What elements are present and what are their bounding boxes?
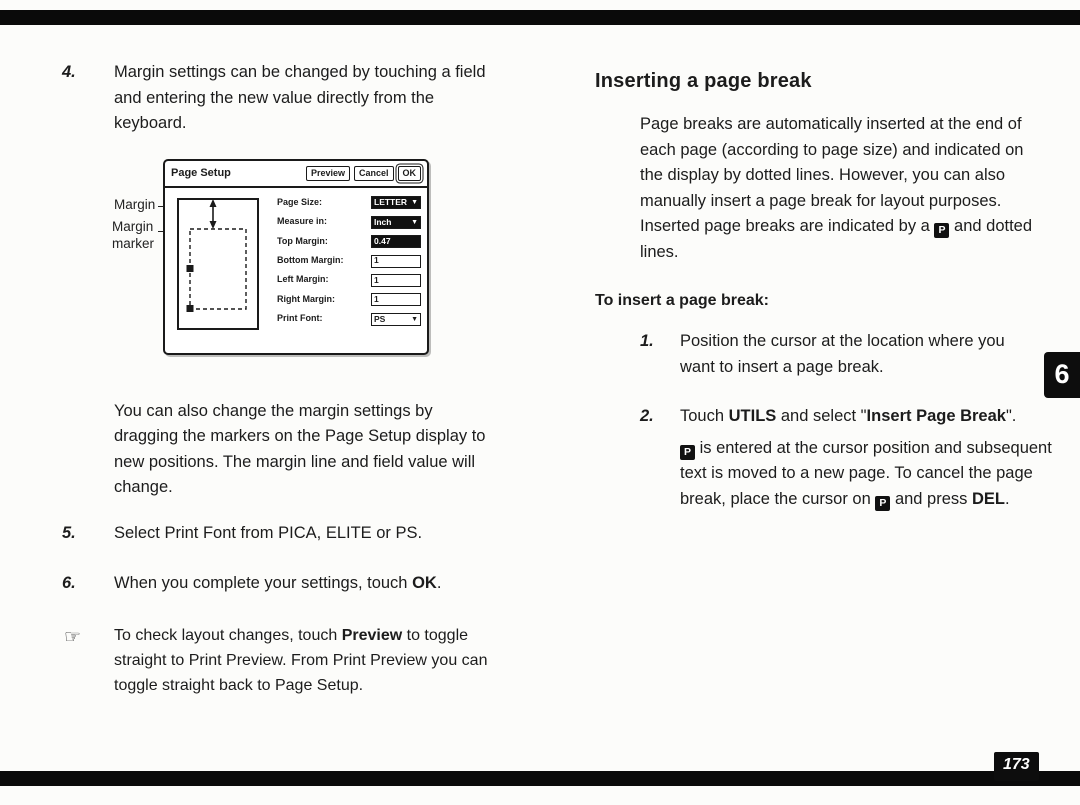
page-break-marker-icon: P [680,445,695,460]
field-label: Right Margin: [277,293,335,304]
page-setup-figure [62,157,520,373]
pointing-hand-icon: ☞ [64,627,82,649]
measure-in-value: Inch ▼ [371,216,421,229]
field-row [277,273,421,287]
step-5 [62,521,520,547]
preview-button: Preview [306,166,350,181]
margin-diagram-drawing [173,195,271,347]
field-row [277,196,421,210]
step-number: 4. [62,63,76,81]
field-label: Page Size: [277,196,323,207]
dialog-title: Page Setup [171,166,231,179]
note-text: To check layout changes, touch Preview to toggle straight to Print Preview. From Print Preview you can toggle straight back to Page Setup. [114,627,488,694]
step-text: Touch UTILS and select "Insert Page Break". [680,407,1017,426]
step-6 [62,571,520,597]
chapter-tab: 6 [1044,352,1080,398]
top-margin-value: 0.47 [371,235,421,248]
left-margin-value: 1 [371,274,421,287]
field-row [277,312,421,326]
field-row [277,215,421,229]
print-font-value: PS ▼ [371,313,421,326]
bottom-margin-value: 1 [371,255,421,268]
step-number: 1. [640,332,654,351]
scan-border-top [0,10,1080,25]
field-row [277,254,421,268]
procedure-subhead: To insert a page break: [595,292,769,310]
dialog-fields [271,195,421,347]
callout-margin-marker: Margin marker [112,218,155,251]
intro-paragraph: Page breaks are automatically inserted at the end of each page (according to page size) and indicated on the display by dotted lines. However, you can also manually insert a page break for layout purposes. Inserted page breaks are indicated by a P and dotted lines. [640,115,1033,261]
step-text: Select Print Font from PICA, ELITE or PS. [114,523,423,542]
field-row [277,293,421,307]
section-heading: Inserting a page break [595,70,812,92]
dialog-body [165,188,427,351]
step-2 [640,404,1035,430]
page-setup-dialog-graphic [163,159,429,355]
step-number: 5. [62,523,76,542]
step-number: 2. [640,407,654,426]
field-label: Print Font: [277,313,323,324]
dropdown-arrow-icon: ▼ [411,199,418,207]
note [62,624,520,698]
right-column [595,66,1052,513]
field-label: Measure in: [277,216,328,227]
step-text: Position the cursor at the location where you want to insert a page break. [680,332,1005,376]
page-break-marker-icon: P [875,496,890,511]
margin-drag-paragraph: You can also change the margin settings by dragging the markers on the Page Setup display to new positions. The margin line and field value will change. [114,401,486,497]
step-number: 6. [62,573,76,592]
page-number: 173 [994,752,1039,781]
dropdown-arrow-icon: ▼ [411,218,418,226]
page-break-marker-icon: P [934,223,949,238]
cancel-button: Cancel [354,166,394,181]
step-2-continuation: P is entered at the cursor position and subsequent text is moved to a new page. To cancel the page break, place the cursor on P and press DEL. [680,438,1052,509]
step-text: Margin settings can be changed by touching a field and entering the new value directly from the keyboard. [114,63,486,133]
dialog-header [165,161,427,188]
scan-border-bottom [0,771,1080,786]
field-label: Left Margin: [277,274,329,285]
field-label: Top Margin: [277,235,328,246]
field-label: Bottom Margin: [277,255,344,266]
margin-diagram [173,195,271,347]
callout-margin: Margin [114,196,156,212]
right-margin-value: 1 [371,293,421,306]
step-text: When you complete your settings, touch OK. [114,573,442,592]
left-column [62,60,520,698]
ok-button: OK [398,166,422,181]
dropdown-arrow-icon: ▼ [411,315,418,323]
field-row [277,235,421,249]
page-size-value: LETTER ▼ [371,196,421,209]
step-1 [640,329,1035,380]
step-4 [62,60,520,137]
